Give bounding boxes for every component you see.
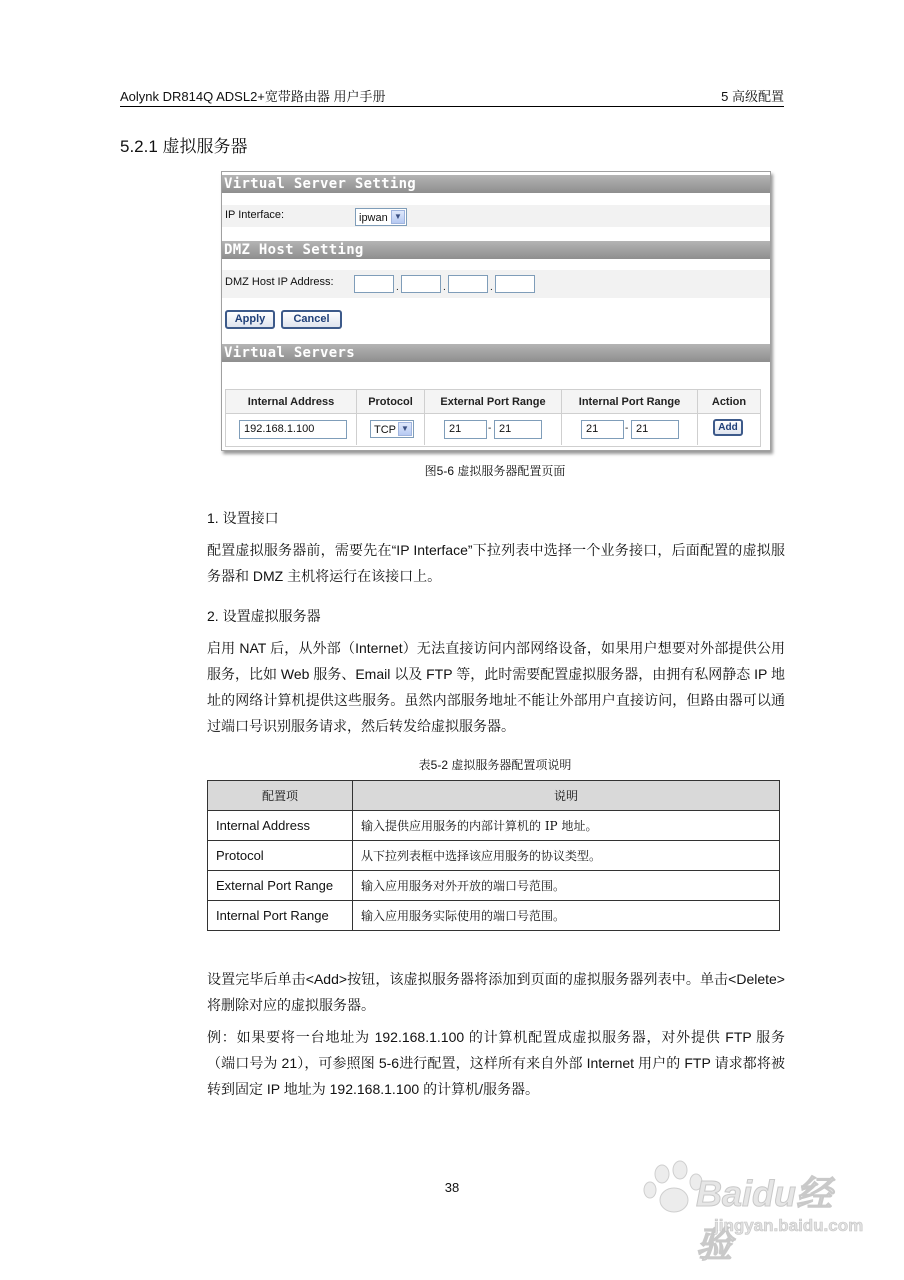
col-internal-address: Internal Address <box>226 390 357 414</box>
dmz-ip-octet-4[interactable] <box>495 275 535 293</box>
chevron-down-icon: ▼ <box>398 422 412 436</box>
after-table-paragraph-1: 设置完毕后单击<Add>按钮，该虚拟服务器将添加到页面的虚拟服务器列表中。单击<Delete>将删除对应的虚拟服务器。 <box>207 971 785 1013</box>
table-row <box>208 901 780 931</box>
ip-dot: . <box>490 282 493 293</box>
dmz-ip-octet-2[interactable] <box>401 275 441 293</box>
config-table <box>207 780 780 931</box>
protocol-cell <box>357 414 425 445</box>
action-cell <box>698 414 760 445</box>
cancel-button[interactable]: Cancel <box>281 310 342 329</box>
table-row <box>208 871 780 901</box>
internal-port-start-input[interactable]: 21 <box>581 420 624 439</box>
protocol-select[interactable] <box>370 420 414 438</box>
table-header-desc: 说明 <box>353 781 780 811</box>
internal-address-input[interactable]: 192.168.1.100 <box>239 420 347 439</box>
table-row <box>226 414 357 445</box>
table-header-item: 配置项 <box>208 781 353 811</box>
section-title: 5.2.1 虚拟服务器 <box>120 137 248 156</box>
col-protocol: Protocol <box>357 390 425 414</box>
dmz-host-setting-bar: DMZ Host Setting <box>222 241 770 259</box>
table-caption: 表5-2 虚拟服务器配置项说明 <box>418 758 572 772</box>
ip-interface-value: ipwan <box>359 212 388 224</box>
table-cell-desc: 输入应用服务对外开放的端口号范围。 <box>353 871 780 901</box>
external-port-end-input[interactable]: 21 <box>494 420 542 439</box>
header-chapter: 5 高级配置 <box>721 89 784 104</box>
page-number: 38 <box>444 1180 460 1195</box>
protocol-value: TCP <box>374 424 396 436</box>
external-port-cell <box>425 414 562 445</box>
section1-heading: 1. 设置接口 <box>207 510 279 526</box>
virtual-server-screenshot <box>221 171 771 451</box>
add-button[interactable]: Add <box>713 419 743 436</box>
table-cell-desc: 输入应用服务实际使用的端口号范围。 <box>353 901 780 931</box>
dmz-ip-octet-1[interactable] <box>354 275 394 293</box>
header-rule <box>120 106 784 107</box>
internal-port-cell <box>562 414 698 445</box>
table-cell-item: Internal Address <box>208 811 353 841</box>
ip-interface-select[interactable] <box>355 208 407 226</box>
virtual-servers-bar: Virtual Servers <box>222 344 770 362</box>
virtual-server-setting-bar: Virtual Server Setting <box>222 175 770 193</box>
figure-caption: 图5-6 虚拟服务器配置页面 <box>424 464 566 478</box>
table-cell-desc: 从下拉列表框中选择该应用服务的协议类型。 <box>353 841 780 871</box>
baidu-watermark <box>640 1148 864 1265</box>
header-title: Aolynk DR814Q ADSL2+宽带路由器 用户手册 <box>120 89 386 104</box>
virtual-servers-table <box>225 389 761 447</box>
table-cell-desc: 输入提供应用服务的内部计算机的 IP 地址。 <box>353 811 780 841</box>
ip-interface-label: IP Interface: <box>225 209 285 221</box>
external-port-start-input[interactable]: 21 <box>444 420 487 439</box>
col-external-port-range: External Port Range <box>425 390 562 414</box>
after-table-paragraph-2: 例：如果要将一台地址为 192.168.1.100 的计算机配置成虚拟服务器，对外提供 FTP 服务（端口号为 21），可参照图 5-6进行配置，这样所有来自外部 Internet 用户的 FTP 请求都将被转到固定 IP 地址为 192.168.1.100 的计算机/服务器。 <box>207 1029 785 1097</box>
col-action: Action <box>698 390 760 414</box>
range-dot: - <box>625 423 629 434</box>
internal-port-end-input[interactable]: 21 <box>631 420 679 439</box>
apply-button[interactable]: Apply <box>225 310 275 329</box>
section2-text: 启用 NAT 后，从外部（Internet）无法直接访问内部网络设备，如果用户想要对外部提供公用服务，比如 Web 服务、Email 以及 FTP 等，此时需要配置虚拟服务器，由拥有私网静态 IP 地址的网络计算机提供这些服务。虽然内部服务地址不能让外部用户直接访问，但路由器可以通过端口号识别服务请求，然后转发给虚拟服务器。 <box>207 640 785 734</box>
table-cell-item: Internal Port Range <box>208 901 353 931</box>
table-row <box>208 841 780 871</box>
col-internal-port-range: Internal Port Range <box>562 390 698 414</box>
table-row <box>208 811 780 841</box>
dmz-ip-label: DMZ Host IP Address: <box>225 276 334 288</box>
watermark-logo-text: Baidu经验 <box>696 1173 833 1265</box>
ip-dot: . <box>443 282 446 293</box>
dmz-ip-octet-3[interactable] <box>448 275 488 293</box>
range-dot: - <box>488 423 492 434</box>
chevron-down-icon: ▼ <box>391 210 405 224</box>
watermark-url: jingyan.baidu.com <box>714 1216 864 1235</box>
section1-text: 配置虚拟服务器前，需要先在“IP Interface”下拉列表中选择一个业务接口，后面配置的虚拟服务器和 DMZ 主机将运行在该接口上。 <box>207 542 785 584</box>
section2-heading: 2. 设置虚拟服务器 <box>207 608 321 624</box>
table-cell-item: External Port Range <box>208 871 353 901</box>
ip-dot: . <box>396 282 399 293</box>
table-cell-item: Protocol <box>208 841 353 871</box>
ip-interface-row <box>222 205 770 227</box>
